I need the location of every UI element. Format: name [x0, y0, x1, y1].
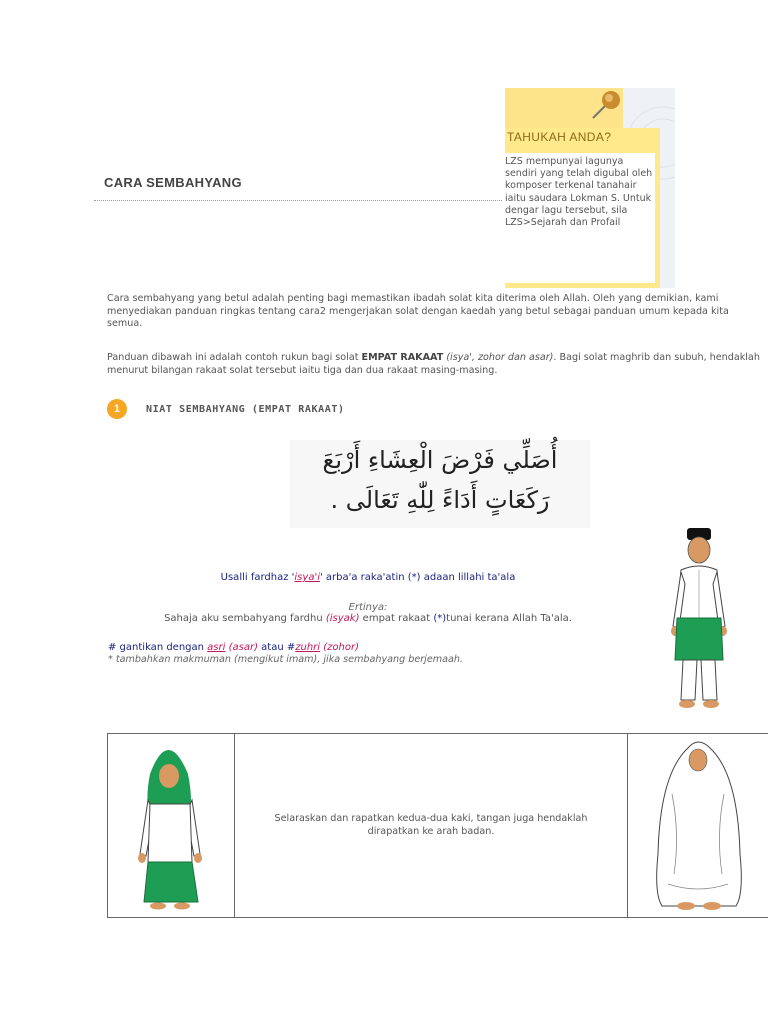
arabic-line-1: أُصَلِّي فَرْضَ الْعِشَاءِ أَرْبَعَ	[322, 446, 558, 474]
makmum-note: * tambahkan makmuman (mengikut imam), jika sembahyang berjemaah.	[108, 654, 463, 665]
replacement-prefix: # gantikan dengan	[108, 642, 208, 653]
replacement-mid: atau #	[257, 642, 296, 653]
usalli-after: ' arba'a raka'atin (*) adaan lillahi ta'ala	[319, 572, 516, 583]
translation-middle: empat rakaat	[359, 613, 434, 624]
usalli-transliteration	[108, 572, 628, 583]
note-heading: TAHUKAH ANDA?	[507, 130, 612, 144]
translation-star: (*)	[433, 613, 447, 624]
woman-figure-cell	[108, 734, 235, 918]
guide-paragraph	[107, 352, 762, 377]
table-row	[108, 734, 768, 918]
step-table	[107, 733, 768, 918]
step-number-badge: 1	[107, 399, 127, 419]
replacement-zuhri: zuhri	[295, 642, 321, 653]
woman-telekung-illustration	[628, 734, 768, 913]
page-title: CARA SEMBAHYANG	[104, 175, 242, 190]
replacement-zohor: (zohor)	[320, 642, 359, 653]
translation-text	[108, 613, 628, 624]
did-you-know-note	[505, 88, 675, 288]
arabic-niat-image	[290, 440, 590, 528]
woman-hijab-illustration	[108, 734, 234, 913]
replacement-asar: (asar)	[225, 642, 258, 653]
instruction-cell	[235, 734, 628, 918]
title-divider	[94, 200, 502, 201]
replacement-note	[108, 642, 359, 653]
arabic-line-2: رَكَعَاتٍ أَدَاءً لِلّٰهِ تَعَالَى .	[330, 486, 550, 514]
guide-bold: EMPAT RAKAAT	[361, 352, 444, 363]
translation-before: Sahaja aku sembahyang fardhu	[164, 613, 326, 624]
intro-paragraph: Cara sembahyang yang betul adalah penting bagi memastikan ibadah solat kita diterima oleh Allah. Oleh yang demikian, kami menyediakan panduan ringkas tentang cara2 mengerjakan solat dengan kaedah yang betul sebagai panduan umum kepada kita semua.	[107, 293, 729, 330]
instruction-text: Selaraskan dan rapatkan kedua-dua kaki, tangan juga hendaklah dirapatkan ke arah badan.	[274, 812, 588, 837]
replacement-asri: asri	[207, 642, 226, 653]
guide-suffix: . Bagi solat maghrib dan subuh, hendaklah menurut bilangan rakaat solat tersebut iaitu tiga dan dua rakaat masing-masing.	[107, 352, 760, 376]
translation-after: tunai kerana Allah Ta'ala.	[446, 613, 572, 624]
woman-telekung-cell	[628, 734, 768, 918]
man-standing-illustration	[665, 528, 735, 713]
usalli-before: Usalli fardhaz '	[220, 572, 295, 583]
usalli-highlight: isya'i	[294, 572, 320, 583]
pushpin-icon	[587, 88, 627, 126]
guide-prefix: Panduan dibawah ini adalah contoh rukun bagi solat	[107, 352, 362, 363]
guide-italic: (isya', zohor dan asar)	[443, 352, 554, 363]
ertinya-label: Ertinya:	[348, 602, 388, 613]
step-title: NIAT SEMBAHYANG (EMPAT RAKAAT)	[146, 404, 345, 415]
note-body: LZS mempunyai lagunya sendiri yang telah digubal oleh komposer terkenal tanahair iaitu saudara Lokman S. Untuk dengar lagu tersebut, sila LZS>Sejarah dan Profail	[505, 156, 653, 229]
translation-highlight: (isyak)	[325, 613, 360, 624]
